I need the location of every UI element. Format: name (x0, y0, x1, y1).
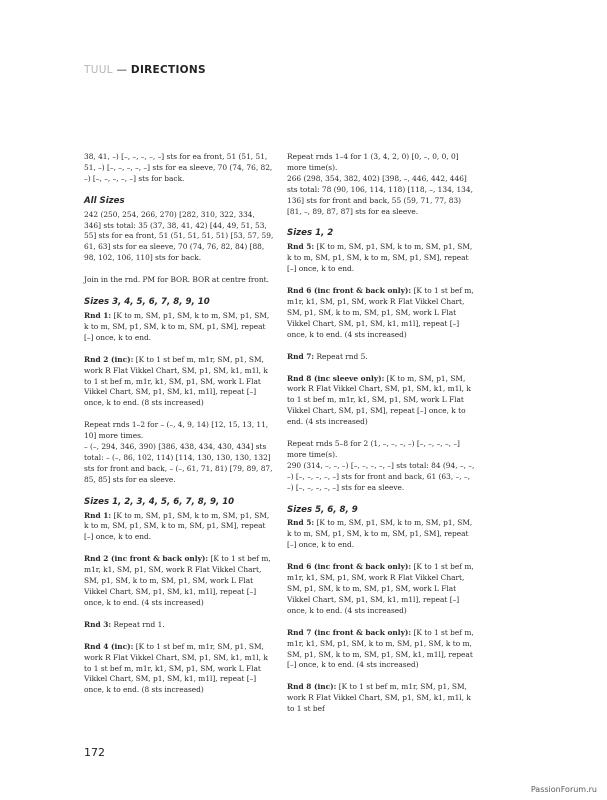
size-heading: Sizes 1, 2 (287, 228, 334, 239)
size-heading: All Sizes (84, 195, 125, 206)
round-instruction (287, 286, 477, 341)
round-text: [K to m, SM, p1, SM, k to m, SM, p1, SM, k to m, SM, p1, SM, k to m, SM, p1, SM], repeat [–] once, k to end. (287, 518, 473, 550)
round-label: Rnd 1: (84, 310, 112, 320)
round-instruction (84, 620, 274, 631)
round-label: Rnd 1: (84, 510, 112, 520)
paragraph: Repeat rnds 1–4 for 1 (3, 4, 2, 0) [0, –, 0, 0, 0] more time(s). (287, 152, 459, 172)
paragraph: Repeat rnds 5–8 for 2 (1, –, –, –, –) [–, –, –, –, –] more time(s). (287, 439, 460, 459)
page-number: 172 (84, 746, 105, 759)
round-label: Rnd 4 (inc): (84, 641, 134, 651)
paragraph: 38, 41, –) [–, –, –, –, –] sts for ea front, 51 (51, 51, 51, –) [–, –, –, –, –] sts for ea sleeve, 70 (74, 76, 82, –) [–, –, –, –, –] sts for back. (84, 152, 273, 183)
round-text: Repeat rnd 5. (314, 351, 368, 361)
round-text: [K to 1 st bef m, m1r, SM, p1, SM, work R Flat Vikkel Chart, SM, p1, SM, k1, m1l, k to 1 st bef (287, 682, 471, 714)
round-instruction (84, 554, 274, 609)
header-section-name: TUUL (84, 64, 113, 76)
round-text: [K to m, SM, p1, SM, work R Flat Vikkel Chart, SM, p1, SM, k1, m1l, k to 1 st bef m, m1r, k1, SM, p1, SM, work L Flat Vikkel Chart, SM, p1, SM], repeat [–] once, k to end. (4 sts increased) (287, 373, 471, 427)
round-instruction (287, 242, 477, 275)
round-instruction (287, 374, 477, 429)
running-header (84, 64, 206, 76)
round-instruction (287, 628, 477, 672)
round-text: [K to m, SM, p1, SM, k to m, SM, p1, SM, k to m, SM, p1, SM, k to m, SM, p1, SM], repeat [–] once, k to end. (84, 310, 270, 342)
round-instruction (287, 682, 477, 715)
paragraph: 290 (314, –, –, –) [–, –, –, –, –] sts total: 84 (94, –, –, –) [–, –, –, –, –] sts for front and back, 61 (63, –, –, –) [–, –, –, –, –] sts for ea sleeve. (287, 460, 475, 492)
round-label: Rnd 6 (inc front & back only): (287, 286, 412, 296)
size-heading: Sizes 3, 4, 5, 6, 7, 8, 9, 10 (84, 297, 210, 308)
round-instruction (84, 642, 274, 697)
header-title: DIRECTIONS (130, 64, 206, 76)
round-label: Rnd 3: (84, 619, 112, 629)
paragraph: – (–, 294, 346, 390) [386, 438, 434, 430, 434] sts total: – (–, 86, 102, 114) [114, 130, 130, 130, 132] sts for front and back, – (–, 61, 71, 81) [79, 89, 87, 85, 85] sts for ea sleeve. (84, 442, 273, 484)
round-label: Rnd 2 (inc front & back only): (84, 554, 209, 564)
paragraph: Join in the rnd. PM for BOR. BOR at centre front. (84, 275, 269, 285)
round-text: [K to 1 st bef m, m1r, SM, p1, SM, work R Flat Vikkel Chart, SM, p1, SM, k1, m1l, k to 1 st bef m, m1r, k1, SM, p1, SM, work L Flat Vikkel Chart, SM, p1, SM, k1, m1l], repeat [–] once, k to end. (8 sts increased) (84, 354, 268, 408)
round-label: Rnd 8 (inc sleeve only): (287, 373, 385, 383)
round-label: Rnd 6 (inc front & back only): (287, 562, 412, 572)
size-heading: Sizes 5, 6, 8, 9 (287, 504, 358, 515)
round-text: [K to 1 st bef m, m1r, k1, SM, p1, SM, k to m, SM, p1, SM, k to m, SM, p1, SM, k to m, SM, p1, SM, k1, m1l], repeat [–] once, k to end. (4 sts increased) (287, 627, 474, 670)
right-column (287, 152, 477, 715)
left-column (84, 152, 274, 707)
round-label: Rnd 2 (inc): (84, 354, 134, 364)
round-text: [K to 1 st bef m, m1r, k1, SM, p1, SM, work R Flat Vikkel Chart, SM, p1, SM, k to m, SM, p1, SM, work L Flat Vikkel Chart, SM, p1, SM, k1, m1l], repeat [–] once, k to end. (4 sts increased) (84, 554, 271, 607)
round-text: [K to 1 st bef m, m1r, k1, SM, p1, SM, work R Flat Vikkel Chart, SM, p1, SM, k to m, SM, p1, SM, work L Flat Vikkel Chart, SM, p1, SM, k1, m1l], repeat [–] once, k to end. (4 sts increased) (287, 286, 474, 339)
size-heading: Sizes 1, 2, 3, 4, 5, 6, 7, 8, 9, 10 (84, 496, 235, 507)
paragraph: Repeat rnds 1–2 for – (–, 4, 9, 14) [12, 15, 13, 11, 10] more times. (84, 420, 269, 441)
round-instruction (84, 311, 274, 344)
round-instruction (287, 518, 477, 551)
paragraph: 266 (298, 354, 382, 402) [398, –, 446, 442, 446] sts total: 78 (90, 106, 114, 118) [118, –, 134, 134, 136] sts for front and back, 55 (59, 71, 77, 83) [81, –, 89, 87, 87] sts for ea sleeve. (287, 173, 473, 216)
round-label: Rnd 5: (287, 518, 315, 528)
round-label: Rnd 7 (inc front & back only): (287, 627, 412, 637)
round-label: Rnd 8 (inc): (287, 682, 337, 692)
paragraph: 242 (250, 254, 266, 270) [282, 310, 322, 334, 346] sts total: 35 (37, 38, 41, 42) [44, 49, 51, 53, 55] sts for ea front, 51 (51, 51, 51, 51) [53, 57, 59, 61, 63] sts for ea sleeve, 70 (74, 76, 82, 84) [88, 98, 102, 106, 110] sts for back. (84, 209, 274, 263)
round-instruction (287, 562, 477, 617)
round-label: Rnd 5: (287, 242, 315, 252)
round-text: [K to 1 st bef m, m1r, SM, p1, SM, work R Flat Vikkel Chart, SM, p1, SM, k1, m1l, k to 1 st bef m, m1r, k1, SM, p1, SM, work L Flat Vikkel Chart, SM, p1, SM, k1, m1l], repeat [–] once, k to end. (8 sts increased) (84, 641, 268, 695)
round-instruction (84, 355, 274, 410)
header-separator: — (112, 64, 131, 76)
watermark: PassionForum.ru (530, 785, 597, 794)
round-text: Repeat rnd 1. (111, 619, 165, 629)
round-instruction (84, 511, 274, 544)
round-text: [K to m, SM, p1, SM, k to m, SM, p1, SM, k to m, SM, p1, SM, k to m, SM, p1, SM], repeat [–] once, k to end. (287, 242, 473, 274)
round-text: [K to 1 st bef m, m1r, k1, SM, p1, SM, work R Flat Vikkel Chart, SM, p1, SM, k to m, SM, p1, SM, work L Flat Vikkel Chart, SM, p1, SM, k1, m1l], repeat [–] once, k to end. (4 sts increased) (287, 562, 474, 615)
round-text: [K to m, SM, p1, SM, k to m, SM, p1, SM, k to m, SM, p1, SM, k to m, SM, p1, SM], repeat [–] once, k to end. (84, 510, 270, 542)
round-instruction (287, 352, 477, 363)
round-label: Rnd 7: (287, 351, 315, 361)
